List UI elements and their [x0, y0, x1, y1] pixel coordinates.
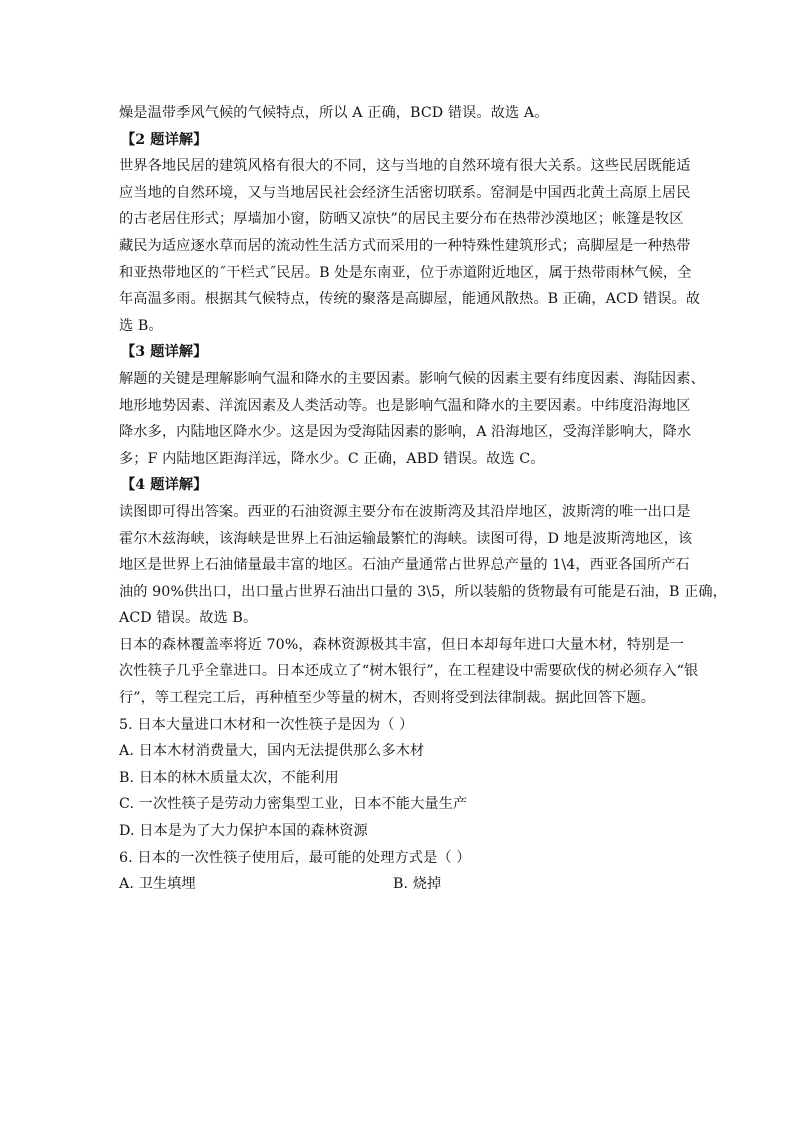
q2-line: 的古老居住形式；厚墙加小窗，防晒又凉快”的居民主要分布在热带沙漠地区；帐篷是牧区 [119, 211, 684, 228]
passage-line: 行”，等工程完工后，再种植至少等量的树木，否则将受到法律制裁。据此回答下题。 [119, 690, 655, 707]
q4-line: 地区是世界上石油储量最丰富的地区。石油产量通常占世界总产量的 1\4，西亚各国所产石 [119, 557, 690, 574]
q3-line: 解题的关键是理解影响气温和降水的主要因素。影响气候的因素主要有纬度因素、海陆因素、 [119, 370, 705, 387]
q5-option-c: C. 一次性筷子是劳动力密集型工业，日本不能大量生产 [119, 796, 468, 813]
q2-line: 世界各地民居的建筑风格有很大的不同，这与当地的自然环境有很大关系。这些民居既能适 [119, 158, 691, 175]
passage-line: 日本的森林覆盖率将近 70%，森林资源极其丰富，但日本却每年进口大量木材，特别是一 [119, 636, 685, 653]
q2-line: 年高温多雨。根据其气候特点，传统的聚落是高脚屋，能通风散热。B 正确，ACD 错误。故 [119, 291, 701, 308]
q6-stem: 6. 日本的一次性筷子使用后，最可能的处理方式是（ ） [119, 849, 471, 866]
q2-line: 选 B。 [119, 317, 163, 334]
q5-option-d: D. 日本是为了大力保护本国的森林资源 [119, 823, 368, 840]
q4-line: 读图即可得出答案。西亚的石油资源主要分布在波斯湾及其沿岸地区，波斯湾的唯一出口是 [119, 503, 691, 520]
q4-line: 油的 90%供出口，出口量占世界石油出口量的 3\5，所以装船的货物最有可能是石油，B 正确， [119, 583, 727, 600]
q6-options-row [119, 871, 679, 898]
q3-heading: 【3 题详解】 [121, 344, 208, 361]
q2-line: 和亚热带地区的˝干栏式˝民居。B 处是东南亚，位于赤道附近地区，属于热带雨林气候，全 [119, 264, 692, 281]
q6-option-b: B. 烧掉 [393, 876, 442, 893]
q4-line: ACD 错误。故选 B。 [119, 610, 258, 627]
q3-line: 降水多，内陆地区降水少。这是因为受海陆因素的影响，A 沿海地区，受海洋影响大，降水 [119, 424, 692, 441]
q2-line: 应当地的自然环境，又与当地居民社会经济生活密切联系。窑洞是中国西北黄土高原上居民 [119, 184, 691, 201]
q2-heading: 【2 题详解】 [121, 131, 208, 148]
q5-option-a: A. 日本木材消费量大，国内无法提供那么多木材 [119, 743, 425, 760]
q3-line: 多；F 内陆地区距海洋远，降水少。C 正确，ABD 错误。故选 C。 [119, 450, 545, 467]
q5-stem: 5. 日本大量进口木材和一次性筷子是因为（ ） [119, 716, 414, 733]
passage-line: 次性筷子几乎全靠进口。日本还成立了“树木银行”，在工程建设中需要砍伐的树必须存入“银 [119, 663, 699, 680]
q2-line: 藏民为适应逐水草而居的流动性生活方式而采用的一种特殊性建筑形式；高脚屋是一种热带 [119, 237, 691, 254]
q4-heading: 【4 题详解】 [121, 477, 208, 494]
q4-line: 霍尔木兹海峡，该海峡是世界上石油运输最繁忙的海峡。读图可得，D 地是波斯湾地区，该 [119, 530, 693, 547]
document-page [119, 100, 727, 898]
q1-tail-line: 燥是温带季风气候的气候特点，所以 A 正确，BCD 错误。故选 A。 [119, 105, 549, 121]
q5-option-b: B. 日本的林木质量太次，不能利用 [119, 769, 339, 786]
q3-line: 地形地势因素、洋流因素及人类活动等。也是影响气温和降水的主要因素。中纬度沿海地区 [119, 397, 691, 414]
q6-option-a: A. 卫生填埋 [119, 876, 196, 893]
